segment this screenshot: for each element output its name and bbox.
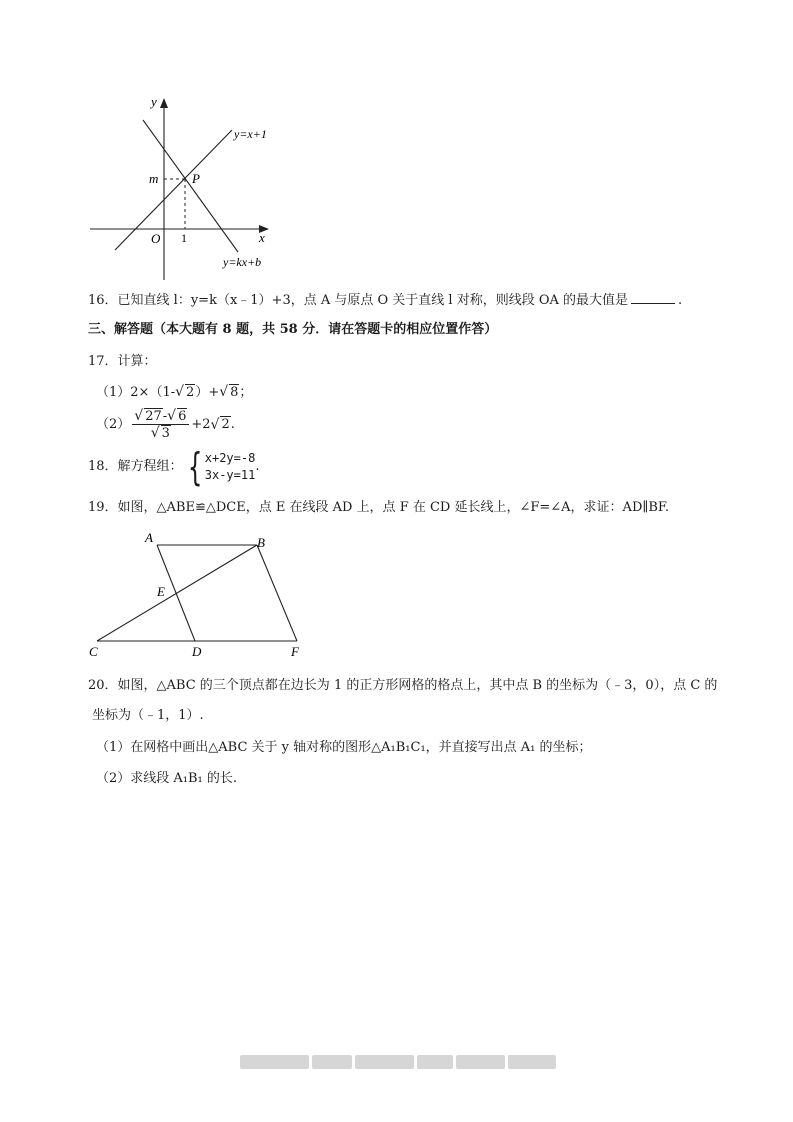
fraction [132, 408, 189, 441]
question-19 [88, 500, 669, 516]
question-end: . [255, 459, 260, 474]
y-axis-arrow [160, 98, 168, 108]
blurred-footer-watermark [240, 1055, 556, 1071]
radicand: 6 [178, 409, 187, 424]
label-F: F [291, 644, 299, 659]
equation-2: 3x-y=11 [204, 468, 256, 482]
question-18 [88, 445, 260, 489]
label-A: A [145, 530, 153, 545]
radicand: 8 [230, 385, 239, 400]
question-number: 19． [88, 500, 118, 515]
answer-blank [631, 291, 675, 304]
sqrt-sign: √ [219, 384, 229, 400]
segment-BC [97, 545, 257, 641]
one-label: 1 [181, 231, 187, 245]
part-label: （2） [96, 416, 131, 432]
radicand: 27 [145, 409, 162, 424]
radicand: 2 [186, 385, 195, 400]
denominator: √ 3 [150, 425, 170, 441]
question-16 [88, 291, 682, 309]
x-axis-label: x [259, 230, 265, 245]
m-label: m [149, 171, 159, 186]
question-text: 解方程组： [117, 459, 183, 474]
question-text: 已知直线 l：y=k（x﹣1）+3，点 A 与原点 O 关于直线 l 对称，则线段 OA 的最大值是 [117, 293, 629, 308]
line-y-equals-x-plus-1 [115, 130, 232, 250]
question-17-part-1 [96, 384, 252, 401]
question-20-part-1: （1）在网格中画出△ABC 关于 y 轴对称的图形△A₁B₁C₁，并直接写出点 A₁ 的坐标； [96, 740, 592, 755]
expr-end: ； [239, 385, 253, 400]
question-20-line-2: 坐标为（﹣1，1）. [92, 708, 204, 723]
label-E: E [157, 584, 165, 599]
radicand: 2 [221, 417, 230, 432]
line1-label: y=x+1 [234, 127, 267, 141]
question-17 [88, 354, 157, 370]
radicand: 3 [161, 426, 170, 441]
expr-b: ）+ [195, 385, 220, 400]
minus-sign: - [162, 409, 168, 424]
part-label: （1） [96, 385, 131, 400]
function-graph-figure [85, 90, 295, 280]
label-D: D [192, 644, 202, 659]
equation-1: x+2y=-8 [204, 451, 256, 465]
geometry-figure [85, 528, 310, 663]
question-20-part-2: （2）求线段 A₁B₁ 的长. [96, 771, 238, 786]
sqrt-sign: √ [175, 384, 185, 400]
expr-end: . [230, 416, 235, 432]
y-axis-label: y [151, 94, 157, 109]
question-17-part-2 [96, 408, 235, 441]
question-number: 16． [88, 293, 118, 308]
brace-icon: { [187, 445, 202, 489]
question-20 [88, 678, 717, 694]
question-number: 18． [88, 459, 118, 474]
question-end: . [678, 293, 683, 308]
label-B: B [257, 535, 265, 550]
question-number: 20． [88, 678, 118, 693]
question-text-line-1: 如图，△ABC 的三个顶点都在边长为 1 的正方形网格的格点上，其中点 B 的坐标为（﹣3，0），点 C 的 [117, 678, 718, 693]
label-C: C [89, 644, 98, 659]
question-number: 17． [88, 354, 118, 369]
question-text: 如图，△ABE≌△DCE，点 E 在线段 AD 上，点 F 在 CD 延长线上，∠F=∠A，求证：AD∥BF. [117, 500, 670, 515]
point-p-label: P [192, 171, 200, 186]
equation-system [183, 445, 256, 489]
expr-a: 2×（1- [130, 385, 176, 400]
expr-plus: +2 [191, 416, 211, 432]
segment-BF [257, 545, 297, 641]
question-text: 计算： [117, 354, 157, 369]
numerator: √ 27-√ 6 [132, 408, 189, 425]
origin-label: O [151, 231, 161, 246]
line2-label: y=kx+b [223, 255, 262, 269]
sqrt-sign: √ [210, 416, 220, 433]
section-heading: 三、解答题（本大题有 8 题，共 58 分．请在答题卡的相应位置作答） [88, 322, 498, 337]
